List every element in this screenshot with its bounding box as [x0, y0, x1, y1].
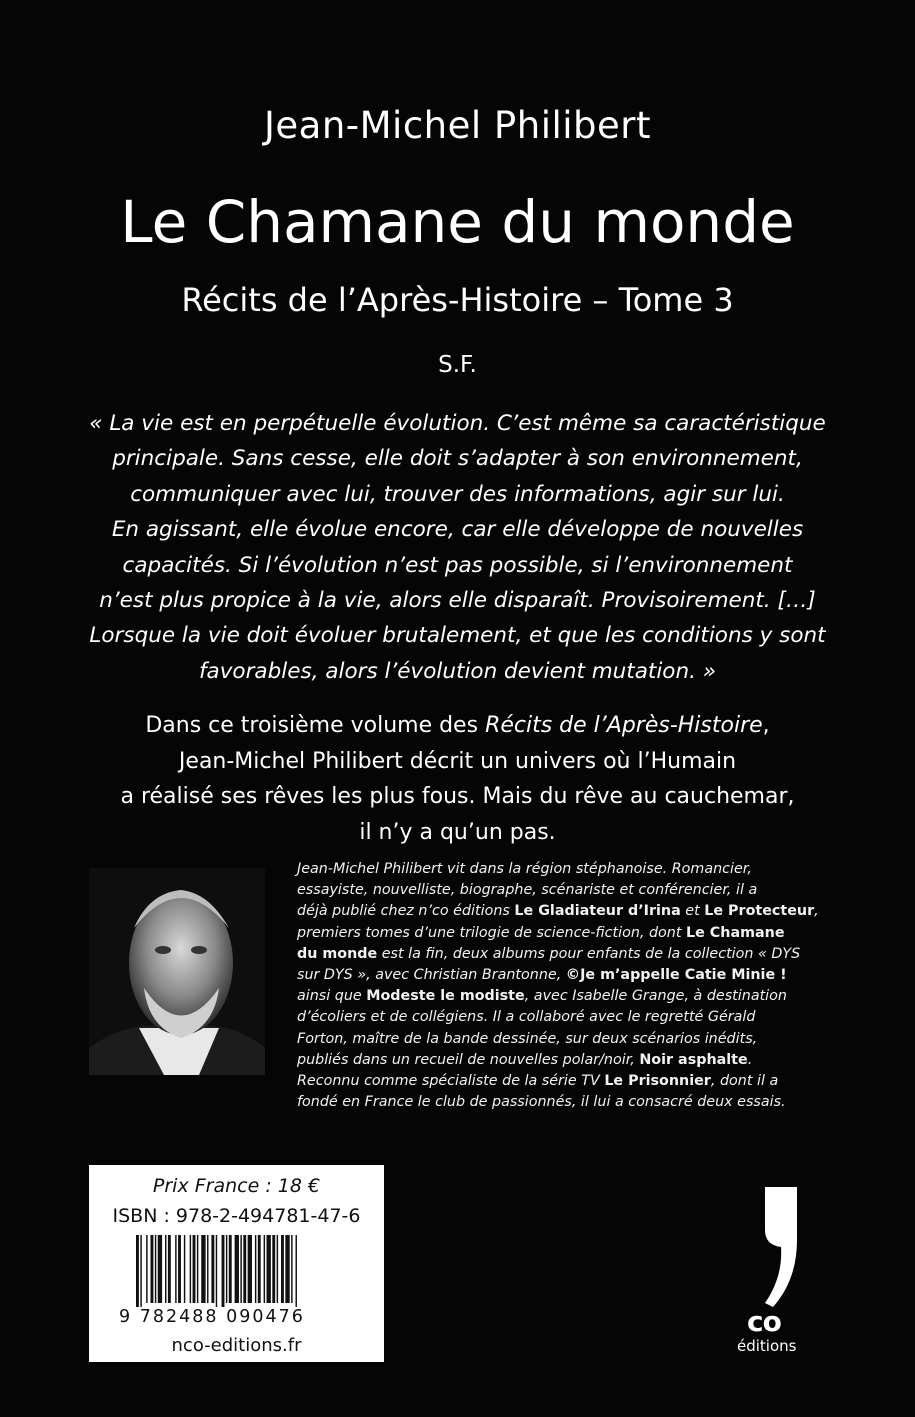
book-subtitle: Récits de l’Après-Histoire – Tome 3: [181, 281, 734, 319]
barcode-icon: [136, 1235, 338, 1307]
logo-co-text: co: [747, 1305, 781, 1338]
barcode-bar: [226, 1235, 227, 1303]
barcode-bar: [291, 1235, 292, 1303]
quote-line: communiquer avec lui, trouver des informations, agir sur lui.: [130, 481, 785, 507]
barcode-bar: [229, 1235, 232, 1303]
barcode-bar: [285, 1235, 289, 1303]
quote-line: n’est plus propice à la vie, alors elle disparaît. Provisoirement. […]: [99, 588, 816, 614]
quote-line: Lorsque la vie doit évoluer brutalement, et que les conditions y sont: [89, 623, 826, 649]
publisher-logo: [735, 1185, 825, 1360]
barcode-bar: [207, 1235, 208, 1303]
book-ref: ©Je m’appelle Catie Minie !: [565, 967, 787, 984]
barcode-bar: [140, 1235, 141, 1307]
genre-label: S.F.: [438, 352, 477, 378]
book-ref: Modeste le modiste: [366, 988, 525, 1005]
barcode-bar: [267, 1235, 271, 1303]
author-biography: Jean-Michel Philibert vit dans la région stéphanoise. Romancier, essayiste, nouvelliste, biographe, scénariste et conférencier, il a déjà publié chez n’co éditions Le Gladiateur d’Irina et Le Protecteur, premiers tomes d’une trilogie de science-fiction, dont Le Chamane du monde est la fin, deux albums pour enfants de la collection « DYS sur DYS », avec Christian Brantonne, ©Je m’appelle Catie Minie ! ainsi que Modeste le modiste, avec Isabelle Grange, à destination d’écoliers et de collégiens. Il a collaboré avec le regretté Gérald Forton, maître de la bande dessinée, sur deux scénarios inédits, publiés dans un recueil de nouvelles polar/noir, Noir asphalte. Reconnu comme spécialiste de la série TV Le Prisonnier, dont il a fondé en France le club de passionnés, il lui a consacré deux essais.: [297, 861, 819, 1111]
book-ref: du monde: [297, 945, 378, 962]
barcode-bar: [165, 1235, 166, 1303]
barcode-bar: [296, 1235, 297, 1307]
quote-line: « La vie est en perpétuelle évolution. C’est même sa caractéristique: [89, 411, 826, 436]
barcode-bar: [222, 1235, 225, 1307]
quote-line: capacités. Si l’évolution n’est pas possible, si l’environnement: [122, 552, 793, 578]
book-ref: Le Chamane: [686, 924, 785, 941]
barcode-bar: [184, 1235, 185, 1303]
barcode-bar: [197, 1235, 198, 1303]
barcode-panel: [89, 1165, 384, 1362]
barcode-bar: [158, 1235, 162, 1303]
series-name: Récits de l’Après-Histoire: [485, 713, 763, 738]
barcode-bar: [243, 1235, 246, 1303]
barcode-bar: [277, 1235, 278, 1303]
barcode-bar: [151, 1235, 154, 1303]
barcode-bar: [264, 1235, 265, 1303]
barcode-bar: [216, 1235, 217, 1307]
logo-editions-text: éditions: [737, 1337, 797, 1355]
intro-line: Jean-Michel Philibert décrit un univers où l’Humain: [178, 748, 737, 774]
quote-line: favorables, alors l’évolution devient mutation. »: [198, 658, 717, 684]
price-label: Prix France : 18 €: [152, 1175, 321, 1197]
intro-line: Dans ce troisième volume des Récits de l’Après-Histoire,: [145, 713, 770, 738]
author-photo: [89, 868, 265, 1075]
barcode-bar: [190, 1235, 191, 1303]
barcode-bar: [193, 1235, 196, 1303]
book-ref: Le Protecteur: [704, 903, 815, 920]
book-ref: Le Gladiateur d’Irina: [514, 903, 681, 920]
barcode-bar: [272, 1235, 275, 1303]
barcode-bar: [240, 1235, 241, 1303]
book-title: Le Chamane du monde: [120, 188, 795, 256]
barcode-bar: [136, 1235, 139, 1307]
barcode-bar: [235, 1235, 239, 1303]
barcode-bar: [178, 1235, 181, 1303]
publisher-website: nco-editions.fr: [171, 1335, 302, 1356]
book-ref: Le Prisonnier: [604, 1073, 711, 1090]
quote-block: [50, 406, 865, 689]
barcode-bar: [201, 1235, 205, 1303]
barcode-bar: [255, 1235, 256, 1303]
barcode-bar: [248, 1235, 252, 1303]
intro-paragraph: [50, 708, 865, 850]
barcode-bar: [281, 1235, 284, 1303]
barcode-bar: [146, 1235, 147, 1303]
isbn-label: ISBN : 978-2-494781-47-6: [112, 1205, 361, 1227]
barcode-bar: [211, 1235, 214, 1303]
quote-line: En agissant, elle évolue encore, car elle développe de nouvelles: [111, 517, 804, 543]
comma-logo-icon: [735, 1185, 825, 1310]
author-name: Jean-Michel Philibert: [263, 104, 652, 147]
barcode-digits: 9 782488 090476: [119, 1307, 305, 1327]
intro-line: a réalisé ses rêves les plus fous. Mais du rêve au cauchemar,: [120, 784, 795, 809]
intro-line: il n’y a qu’un pas.: [359, 819, 556, 845]
barcode-bar: [258, 1235, 261, 1303]
author-portrait-icon: [89, 868, 265, 1075]
quote-line: principale. Sans cesse, elle doit s’adapter à son environnement,: [112, 446, 803, 472]
barcode-bar: [168, 1235, 171, 1303]
barcode-bar: [155, 1235, 156, 1303]
barcode-bar: [175, 1235, 176, 1303]
book-ref: Noir asphalte: [639, 1051, 748, 1068]
